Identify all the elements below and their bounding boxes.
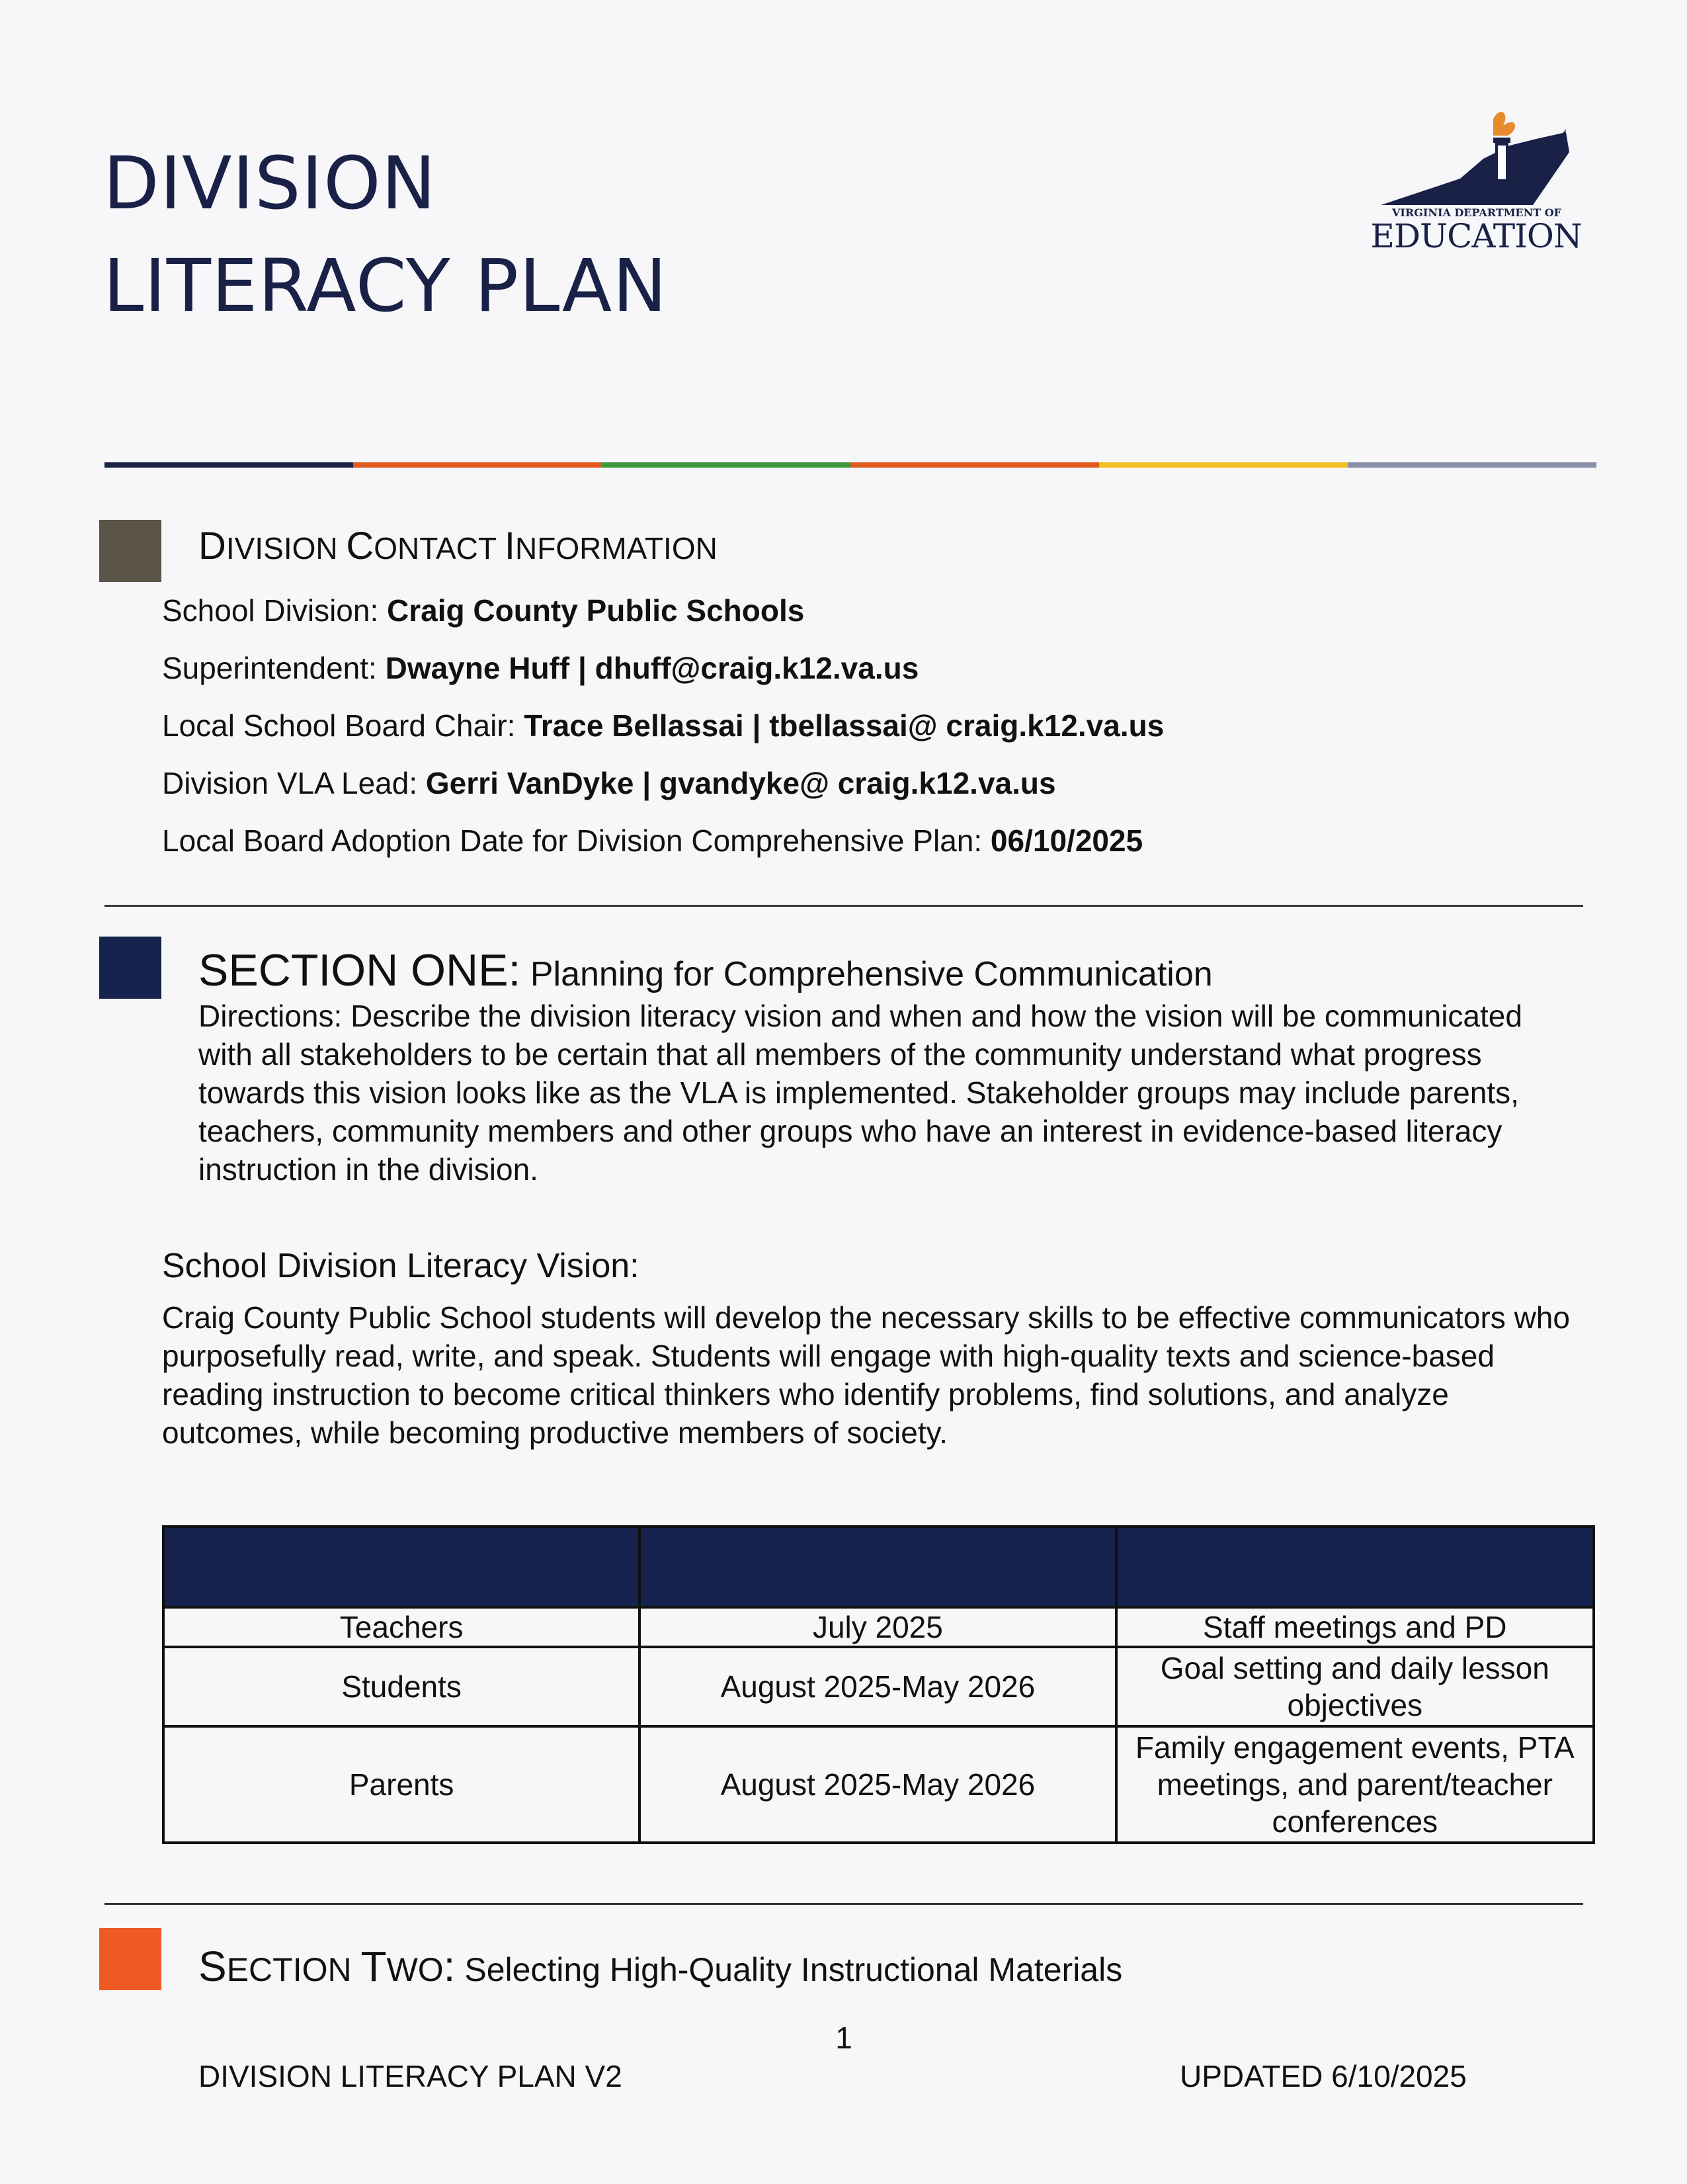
vision-heading: School Division Literacy Vision: <box>162 1247 639 1285</box>
school-division-line: School Division: Craig County Public Schools <box>162 593 805 628</box>
section-divider <box>104 1903 1583 1905</box>
table-header-cell: TIMELINE <box>639 1527 1116 1607</box>
table-cell: July 2025 <box>639 1607 1116 1647</box>
table-cell: Parents <box>163 1726 639 1843</box>
table-row <box>163 1726 1594 1843</box>
color-rule-segment <box>1348 462 1596 468</box>
section-one-directions: Directions: Describe the division literacy vision and when and how the vision will be communicated with all stakeholders to be certain that all members of the community understand what progress towards this vision looks like as the VLA is implemented. Stakeholder groups may include parents, teachers, community members and other groups who have an interest in evidence-based literacy instruction in the division. <box>198 999 1522 1187</box>
contact-heading: DIVISION CONTACT INFORMATION <box>198 525 718 567</box>
section-one-heading: SECTION ONE: Planning for Comprehensive Communication <box>198 945 1213 995</box>
adoption-date-line: Local Board Adoption Date for Division Comprehensive Plan: 06/10/2025 <box>162 823 1143 858</box>
table-row <box>163 1607 1594 1647</box>
color-rule <box>104 462 1596 468</box>
footer-right: UPDATED 6/10/2025 <box>1180 2059 1467 2093</box>
title-line-2: LITERACY PLAN <box>103 243 668 328</box>
section-two-marker <box>99 1928 161 1990</box>
section-one-marker <box>99 937 161 999</box>
color-rule-segment <box>104 462 353 468</box>
vision-text: Craig County Public School students will develop the necessary skills to be effective communicators who purposefully read, write, and speak. Students will engage with high-quality texts and science-based reading instruction to become critical thinkers who identify problems, find solutions, and analyze outcomes, while becoming productive members of society. <box>162 1300 1570 1450</box>
contact-section-marker <box>99 520 161 582</box>
color-rule-segment <box>602 462 850 468</box>
table-cell: Teachers <box>163 1607 639 1647</box>
footer-left: DIVISION LITERACY PLAN V2 <box>198 2059 622 2093</box>
board-chair-line: Local School Board Chair: Trace Bellassai | tbellassai@ craig.k12.va.us <box>162 708 1165 743</box>
table-cell: August 2025-May 2026 <box>639 1647 1116 1726</box>
page-number: 1 <box>835 2021 852 2055</box>
section-divider <box>104 905 1583 907</box>
table-cell: Staff meetings and PD <box>1116 1607 1594 1647</box>
vdoe-logo <box>1368 106 1586 258</box>
logo-small-text: VIRGINIA DEPARTMENT OF <box>1391 206 1561 219</box>
color-rule-segment <box>353 462 602 468</box>
color-rule-segment <box>850 462 1099 468</box>
table-header-cell: STAKEHOLDER GROUP <box>163 1527 639 1607</box>
vla-lead-line: Division VLA Lead: Gerri VanDyke | gvandyke@ craig.k12.va.us <box>162 766 1056 800</box>
color-rule-segment <box>1099 462 1348 468</box>
title-line-1: DIVISION <box>103 141 436 226</box>
superintendent-line: Superintendent: Dwayne Huff | dhuff@craig.k12.va.us <box>162 651 919 685</box>
table-header-row <box>163 1527 1594 1607</box>
logo-big-text: EDUCATION <box>1370 217 1582 255</box>
section-two-heading: SECTION TWO: Selecting High-Quality Instructional Materials <box>198 1943 1123 1990</box>
table-row <box>163 1647 1594 1726</box>
table-cell: August 2025-May 2026 <box>639 1726 1116 1843</box>
table-header-cell: PLAN FOR COMMUNICATING <box>1116 1527 1594 1607</box>
table-cell: Goal setting and daily lesson objectives <box>1116 1647 1594 1726</box>
table-cell: Students <box>163 1647 639 1726</box>
table-cell: Family engagement events, PTA meetings, and parent/teacher conferences <box>1116 1726 1594 1843</box>
communication-plan-table <box>162 1525 1595 1844</box>
